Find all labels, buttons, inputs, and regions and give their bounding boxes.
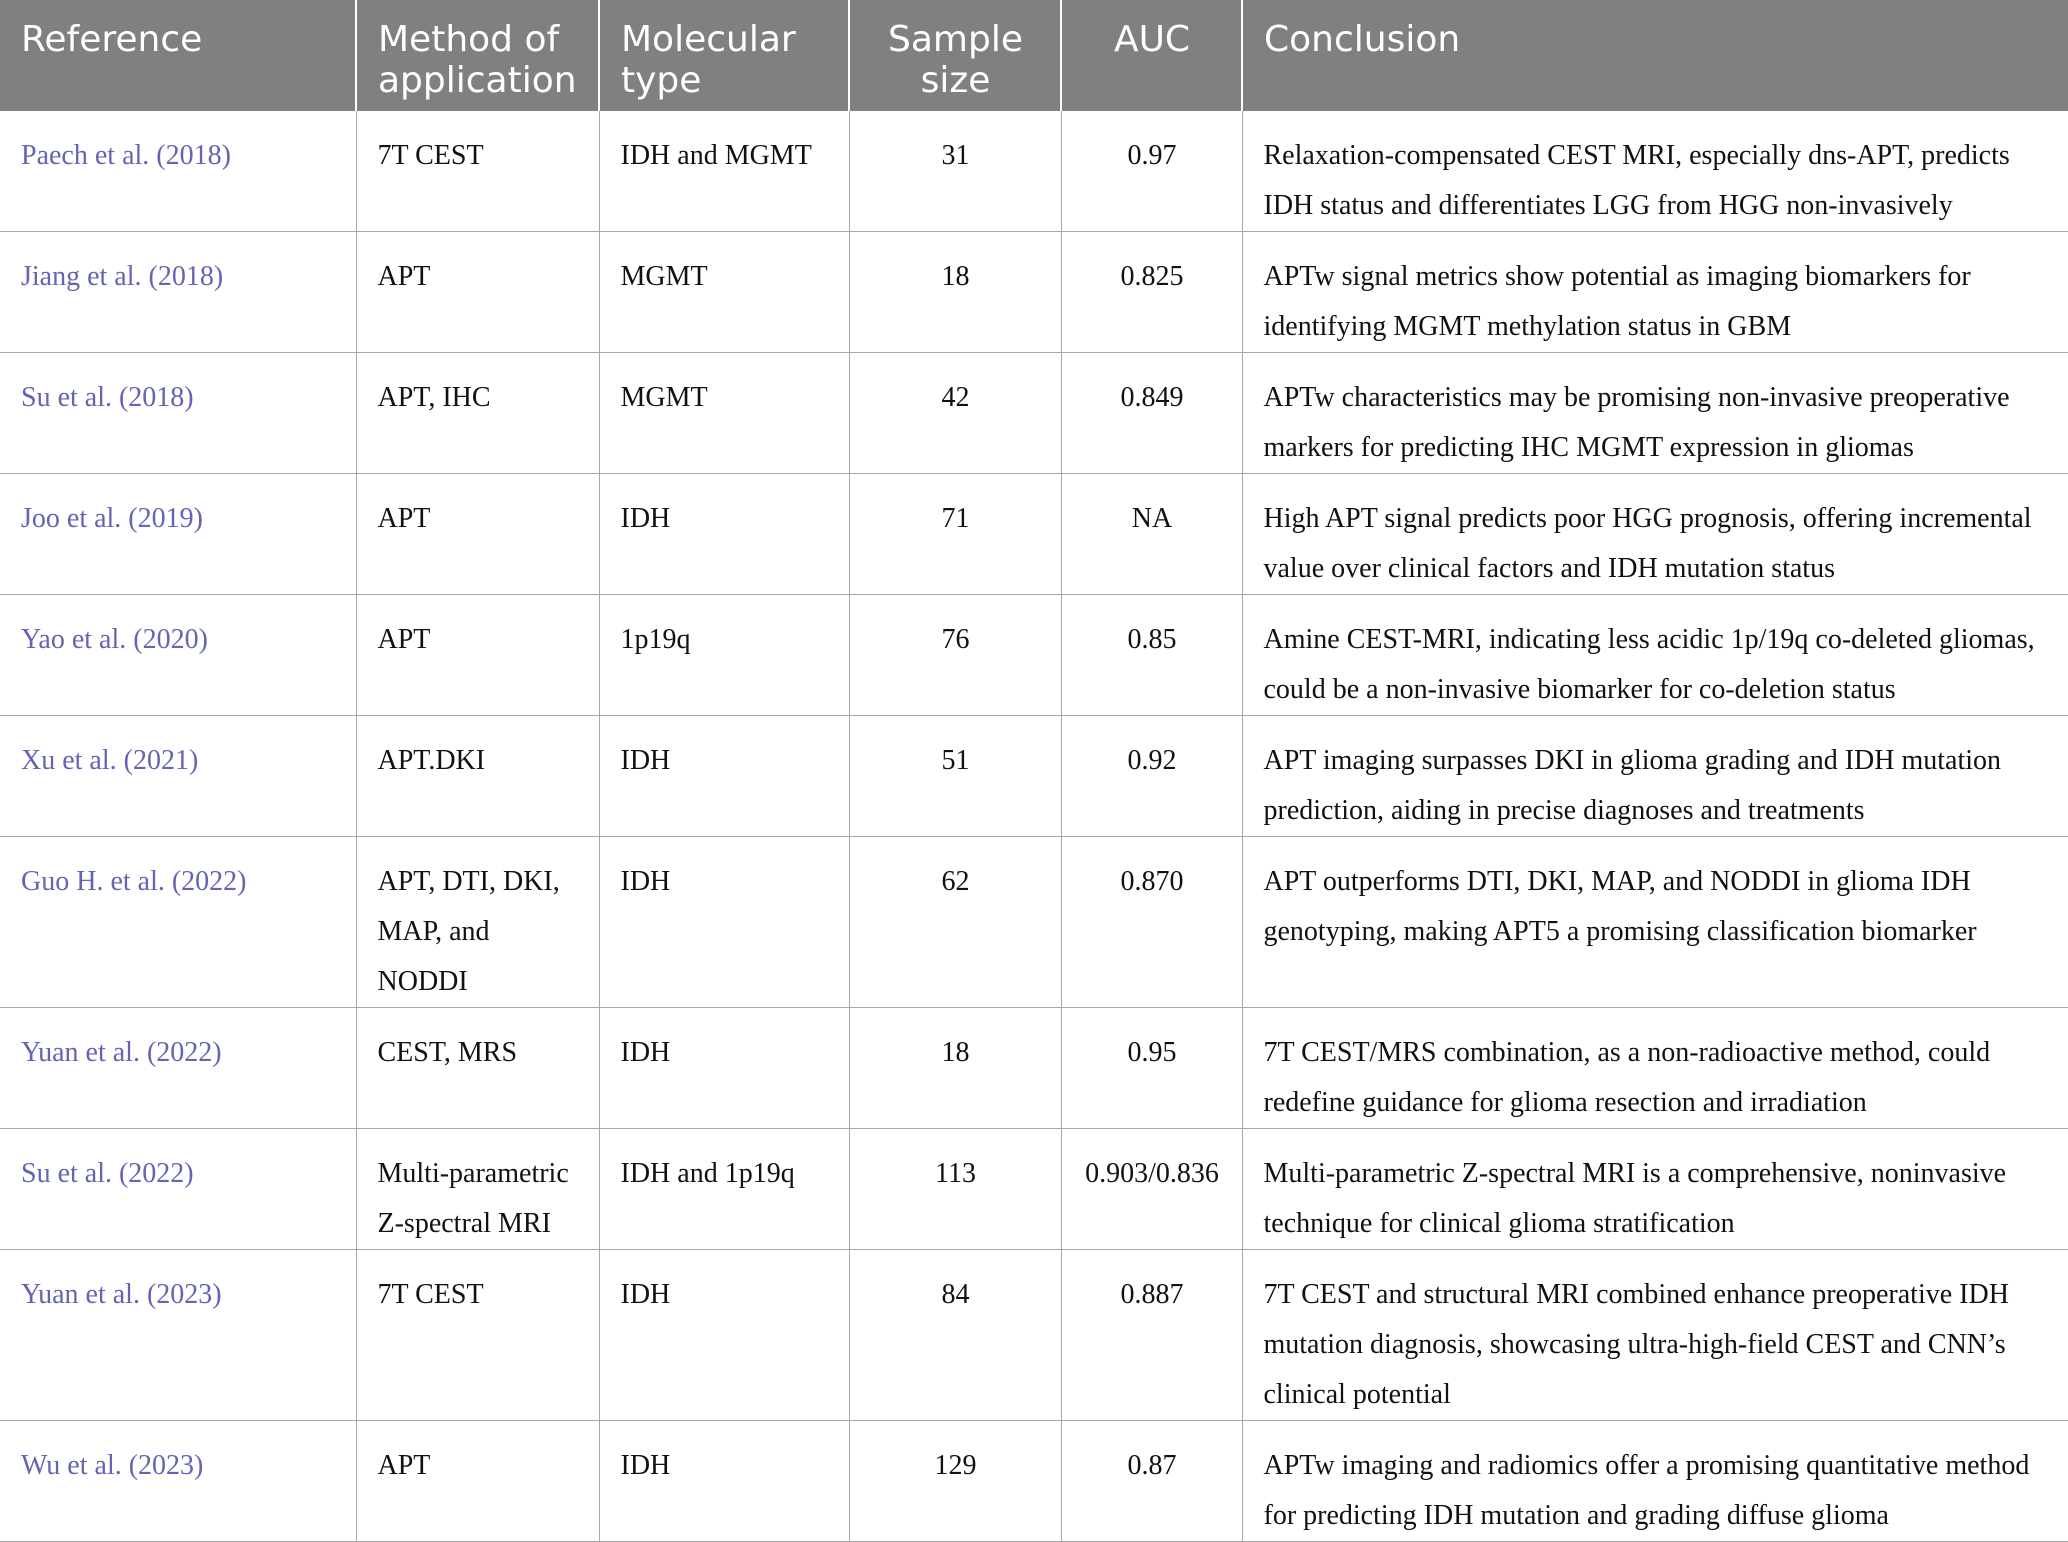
sample-size-cell: 51	[849, 716, 1061, 837]
table-row	[0, 1421, 2068, 1542]
header-auc: AUC	[1061, 0, 1242, 111]
table-row	[0, 1250, 2068, 1421]
table-row	[0, 474, 2068, 595]
reference-link[interactable]: Wu et al. (2023)	[0, 1421, 356, 1542]
method-cell: APT.DKI	[356, 716, 599, 837]
auc-cell: 0.92	[1061, 716, 1242, 837]
table-body	[0, 111, 2068, 1542]
conclusion-cell: APTw characteristics may be promising non-invasive preoperative markers for predicting IHC MGMT expression in gliomas	[1242, 353, 2068, 474]
molecular-type-cell: IDH and MGMT	[599, 111, 849, 232]
method-cell: APT, DTI, DKI, MAP, and NODDI	[356, 837, 599, 1008]
header-conclusion: Conclusion	[1242, 0, 2068, 111]
sample-size-cell: 71	[849, 474, 1061, 595]
reference-link[interactable]: Yuan et al. (2022)	[0, 1008, 356, 1129]
molecular-type-cell: 1p19q	[599, 595, 849, 716]
method-cell: 7T CEST	[356, 1250, 599, 1421]
auc-cell: 0.887	[1061, 1250, 1242, 1421]
reference-link[interactable]: Yuan et al. (2023)	[0, 1250, 356, 1421]
reference-link[interactable]: Yao et al. (2020)	[0, 595, 356, 716]
auc-cell: 0.903/0.836	[1061, 1129, 1242, 1250]
sample-size-cell: 42	[849, 353, 1061, 474]
molecular-type-cell: IDH	[599, 1250, 849, 1421]
header-sample-size: Sample size	[849, 0, 1061, 111]
conclusion-cell: APTw imaging and radiomics offer a promising quantitative method for predicting IDH mutation and grading diffuse glioma	[1242, 1421, 2068, 1542]
conclusion-cell: 7T CEST/MRS combination, as a non-radioactive method, could redefine guidance for glioma resection and irradiation	[1242, 1008, 2068, 1129]
auc-cell: NA	[1061, 474, 1242, 595]
reference-link[interactable]: Su et al. (2022)	[0, 1129, 356, 1250]
conclusion-cell: APTw signal metrics show potential as imaging biomarkers for identifying MGMT methylation status in GBM	[1242, 232, 2068, 353]
molecular-type-cell: IDH	[599, 1421, 849, 1542]
table-row	[0, 1129, 2068, 1250]
header-reference: Reference	[0, 0, 356, 111]
table-row	[0, 1008, 2068, 1129]
auc-cell: 0.870	[1061, 837, 1242, 1008]
table-header	[0, 0, 2068, 111]
header-row	[0, 0, 2068, 111]
auc-cell: 0.825	[1061, 232, 1242, 353]
auc-cell: 0.87	[1061, 1421, 1242, 1542]
table-row	[0, 716, 2068, 837]
sample-size-cell: 76	[849, 595, 1061, 716]
molecular-type-cell: IDH	[599, 716, 849, 837]
sample-size-cell: 18	[849, 1008, 1061, 1129]
auc-cell: 0.849	[1061, 353, 1242, 474]
reference-link[interactable]: Guo H. et al. (2022)	[0, 837, 356, 1008]
conclusion-cell: Amine CEST-MRI, indicating less acidic 1p/19q co-deleted gliomas, could be a non-invasive biomarker for co-deletion status	[1242, 595, 2068, 716]
reference-link[interactable]: Xu et al. (2021)	[0, 716, 356, 837]
header-method: Method of application	[356, 0, 599, 111]
table-row	[0, 595, 2068, 716]
conclusion-cell: 7T CEST and structural MRI combined enhance preoperative IDH mutation diagnosis, showcasing ultra-high-field CEST and CNN’s clinical potential	[1242, 1250, 2068, 1421]
method-cell: APT, IHC	[356, 353, 599, 474]
conclusion-cell: High APT signal predicts poor HGG prognosis, offering incremental value over clinical factors and IDH mutation status	[1242, 474, 2068, 595]
table-row	[0, 111, 2068, 232]
auc-cell: 0.85	[1061, 595, 1242, 716]
reference-link[interactable]: Joo et al. (2019)	[0, 474, 356, 595]
sample-size-cell: 129	[849, 1421, 1061, 1542]
sample-size-cell: 113	[849, 1129, 1061, 1250]
reference-link[interactable]: Su et al. (2018)	[0, 353, 356, 474]
header-molecular-type: Molecular type	[599, 0, 849, 111]
sample-size-cell: 84	[849, 1250, 1061, 1421]
conclusion-cell: APT outperforms DTI, DKI, MAP, and NODDI in glioma IDH genotyping, making APT5 a promising classification biomarker	[1242, 837, 2068, 1008]
auc-cell: 0.95	[1061, 1008, 1242, 1129]
molecular-type-cell: IDH	[599, 837, 849, 1008]
method-cell: APT	[356, 232, 599, 353]
molecular-type-cell: MGMT	[599, 232, 849, 353]
molecular-type-cell: IDH and 1p19q	[599, 1129, 849, 1250]
auc-cell: 0.97	[1061, 111, 1242, 232]
reference-link[interactable]: Jiang et al. (2018)	[0, 232, 356, 353]
table-row	[0, 353, 2068, 474]
molecular-type-cell: IDH	[599, 474, 849, 595]
sample-size-cell: 31	[849, 111, 1061, 232]
sample-size-cell: 62	[849, 837, 1061, 1008]
method-cell: 7T CEST	[356, 111, 599, 232]
method-cell: APT	[356, 474, 599, 595]
sample-size-cell: 18	[849, 232, 1061, 353]
method-cell: APT	[356, 1421, 599, 1542]
conclusion-cell: Relaxation-compensated CEST MRI, especially dns-APT, predicts IDH status and differentiates LGG from HGG non-invasively	[1242, 111, 2068, 232]
table-row	[0, 232, 2068, 353]
method-cell: CEST, MRS	[356, 1008, 599, 1129]
conclusion-cell: APT imaging surpasses DKI in glioma grading and IDH mutation prediction, aiding in precise diagnoses and treatments	[1242, 716, 2068, 837]
molecular-type-cell: IDH	[599, 1008, 849, 1129]
method-cell: APT	[356, 595, 599, 716]
reference-link[interactable]: Paech et al. (2018)	[0, 111, 356, 232]
method-cell: Multi-parametric Z-spectral MRI	[356, 1129, 599, 1250]
molecular-type-cell: MGMT	[599, 353, 849, 474]
conclusion-cell: Multi-parametric Z-spectral MRI is a comprehensive, noninvasive technique for clinical glioma stratification	[1242, 1129, 2068, 1250]
table-row	[0, 837, 2068, 1008]
